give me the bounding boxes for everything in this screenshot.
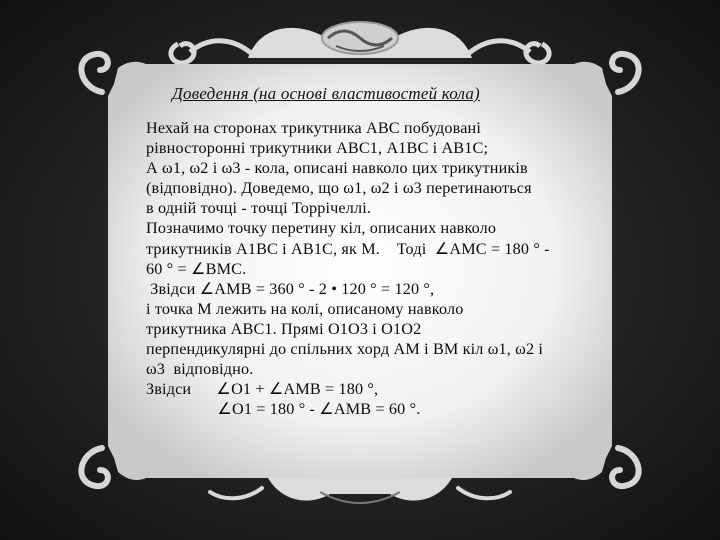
body-line: рівносторонні трикутники АВС1, А1ВС і АВ1С; (146, 139, 489, 158)
slide-body (146, 118, 616, 419)
body-line: 60 ° = ∠BMC. (146, 259, 247, 278)
body-line: Нехай на сторонах трикутника АВС побудовані (146, 119, 481, 137)
body-line: Звідси ∠AMB = 360 ° - 2 • 120 ° = 120 °, (146, 279, 435, 298)
body-line: перпендикулярні до спільних хорд AM і BM кіл ω1, ω2 і (146, 340, 544, 359)
body-line: (відповідно). Доведемо, що ω1, ω2 і ω3 перетинаються (146, 179, 532, 198)
body-line: Позначимо точку перетину кіл, описаних навколо (146, 219, 497, 238)
bottom-ornament (210, 478, 510, 503)
body-line: ω3 відповідно. (146, 360, 254, 379)
body-line: в одній точці - точці Торрічеллі. (146, 199, 372, 218)
body-line: Звідси ∠O1 + ∠AMB = 180 °, (146, 380, 379, 399)
body-line: А ω1, ω2 і ω3 - кола, описані навколо цих трикутників (146, 159, 528, 178)
body-line: і точка M лежить на колі, описаному навколо (146, 299, 464, 318)
body-line: ∠O1 = 180 ° - ∠AMB = 60 °. (146, 400, 421, 419)
slide-title: Доведення (на основі властивостей кола) (172, 84, 480, 103)
body-line: трикутника АВС1. Прямі O1O3 і O1O2 (146, 319, 422, 338)
slide-content (146, 84, 616, 419)
body-line: трикутників А1ВС і АВ1С, як M. Тоді ∠AMC = 180 ° - (146, 239, 550, 258)
top-ornament (171, 22, 549, 63)
